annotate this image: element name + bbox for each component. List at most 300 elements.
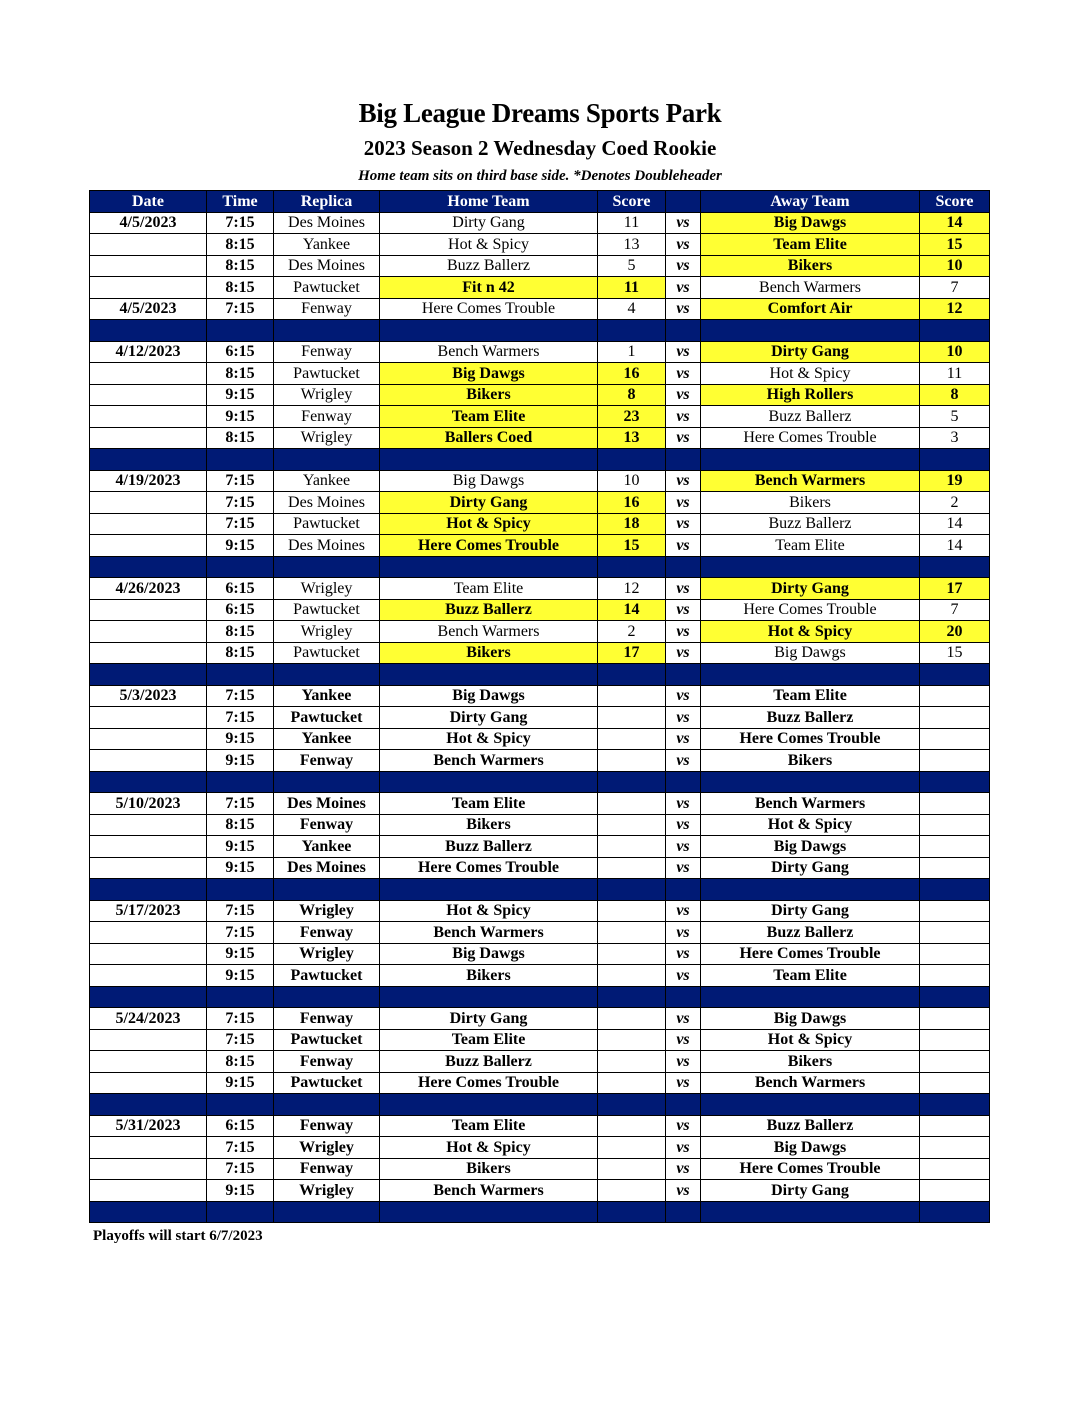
game-time: 8:15 bbox=[207, 814, 274, 836]
col-header-home-team: Home Team bbox=[380, 191, 598, 213]
separator-cell bbox=[666, 771, 701, 793]
home-score bbox=[598, 857, 666, 879]
separator-cell bbox=[380, 879, 598, 901]
game-date bbox=[90, 1158, 207, 1180]
separator-cell bbox=[90, 771, 207, 793]
game-date: 5/31/2023 bbox=[90, 1115, 207, 1137]
separator-cell bbox=[598, 1201, 666, 1223]
separator-cell bbox=[207, 664, 274, 686]
schedule-note: Home team sits on third base side. *Denotes Doubleheader bbox=[358, 168, 722, 184]
game-date bbox=[90, 621, 207, 643]
away-team: Buzz Ballerz bbox=[701, 707, 920, 729]
separator-cell bbox=[207, 556, 274, 578]
separator-cell bbox=[90, 1201, 207, 1223]
home-score bbox=[598, 900, 666, 922]
game-field: Fenway bbox=[274, 922, 380, 944]
home-score bbox=[598, 1029, 666, 1051]
away-score: 12 bbox=[920, 298, 990, 320]
game-time: 8:15 bbox=[207, 255, 274, 277]
game-time: 9:15 bbox=[207, 750, 274, 772]
home-team: Buzz Ballerz bbox=[380, 255, 598, 277]
week-separator-row bbox=[90, 986, 990, 1008]
table-row bbox=[90, 341, 990, 363]
away-team: Bikers bbox=[701, 255, 920, 277]
game-date: 4/12/2023 bbox=[90, 341, 207, 363]
game-time: 7:15 bbox=[207, 298, 274, 320]
game-date bbox=[90, 642, 207, 664]
game-time: 7:15 bbox=[207, 1158, 274, 1180]
away-score: 10 bbox=[920, 341, 990, 363]
game-field: Fenway bbox=[274, 298, 380, 320]
game-date bbox=[90, 922, 207, 944]
home-team: Team Elite bbox=[380, 578, 598, 600]
week-separator-row bbox=[90, 556, 990, 578]
separator-cell bbox=[90, 879, 207, 901]
game-field: Des Moines bbox=[274, 212, 380, 234]
away-team: Here Comes Trouble bbox=[701, 427, 920, 449]
separator-cell bbox=[274, 1094, 380, 1116]
home-team: Buzz Ballerz bbox=[380, 1051, 598, 1073]
home-score: 13 bbox=[598, 234, 666, 256]
table-row bbox=[90, 1072, 990, 1094]
away-score: 7 bbox=[920, 599, 990, 621]
away-team: High Rollers bbox=[701, 384, 920, 406]
vs-label: vs bbox=[666, 793, 701, 815]
vs-label: vs bbox=[666, 384, 701, 406]
game-field: Des Moines bbox=[274, 492, 380, 514]
separator-cell bbox=[920, 1201, 990, 1223]
away-team: Big Dawgs bbox=[701, 212, 920, 234]
home-team: Hot & Spicy bbox=[380, 1137, 598, 1159]
away-score: 14 bbox=[920, 513, 990, 535]
home-score bbox=[598, 1008, 666, 1030]
game-date bbox=[90, 1180, 207, 1202]
page-title: Big League Dreams Sports Park bbox=[358, 98, 722, 128]
separator-cell bbox=[666, 556, 701, 578]
game-field: Yankee bbox=[274, 470, 380, 492]
separator-cell bbox=[274, 986, 380, 1008]
game-time: 7:15 bbox=[207, 1029, 274, 1051]
game-field: Des Moines bbox=[274, 857, 380, 879]
vs-label: vs bbox=[666, 836, 701, 858]
home-team: Here Comes Trouble bbox=[380, 857, 598, 879]
game-field: Pawtucket bbox=[274, 513, 380, 535]
table-row bbox=[90, 793, 990, 815]
separator-cell bbox=[207, 320, 274, 342]
away-score bbox=[920, 1115, 990, 1137]
away-team: Team Elite bbox=[701, 234, 920, 256]
game-date: 4/26/2023 bbox=[90, 578, 207, 600]
home-score: 11 bbox=[598, 277, 666, 299]
home-score bbox=[598, 943, 666, 965]
week-separator-row bbox=[90, 320, 990, 342]
away-score: 15 bbox=[920, 234, 990, 256]
game-date bbox=[90, 728, 207, 750]
home-score bbox=[598, 965, 666, 987]
away-team: Bench Warmers bbox=[701, 793, 920, 815]
separator-cell bbox=[701, 986, 920, 1008]
vs-label: vs bbox=[666, 1115, 701, 1137]
game-date bbox=[90, 836, 207, 858]
away-score bbox=[920, 1072, 990, 1094]
separator-cell bbox=[701, 771, 920, 793]
home-score bbox=[598, 1158, 666, 1180]
game-time: 6:15 bbox=[207, 599, 274, 621]
table-row bbox=[90, 965, 990, 987]
game-time: 6:15 bbox=[207, 578, 274, 600]
home-team: Big Dawgs bbox=[380, 685, 598, 707]
separator-cell bbox=[380, 771, 598, 793]
away-team: Here Comes Trouble bbox=[701, 943, 920, 965]
home-score: 2 bbox=[598, 621, 666, 643]
vs-label: vs bbox=[666, 1137, 701, 1159]
home-score: 13 bbox=[598, 427, 666, 449]
separator-cell bbox=[207, 879, 274, 901]
away-score bbox=[920, 685, 990, 707]
away-team: Dirty Gang bbox=[701, 341, 920, 363]
game-field: Pawtucket bbox=[274, 642, 380, 664]
separator-cell bbox=[666, 986, 701, 1008]
separator-cell bbox=[380, 449, 598, 471]
separator-cell bbox=[666, 449, 701, 471]
home-team: Hot & Spicy bbox=[380, 728, 598, 750]
table-row bbox=[90, 363, 990, 385]
vs-label: vs bbox=[666, 513, 701, 535]
table-row bbox=[90, 836, 990, 858]
away-score bbox=[920, 1180, 990, 1202]
separator-cell bbox=[920, 556, 990, 578]
home-team: Team Elite bbox=[380, 406, 598, 428]
col-header-replica: Replica bbox=[274, 191, 380, 213]
game-date bbox=[90, 255, 207, 277]
game-date: 4/5/2023 bbox=[90, 298, 207, 320]
home-score: 16 bbox=[598, 492, 666, 514]
table-row bbox=[90, 298, 990, 320]
separator-cell bbox=[666, 320, 701, 342]
week-separator-row bbox=[90, 879, 990, 901]
away-team: Dirty Gang bbox=[701, 857, 920, 879]
away-score bbox=[920, 1137, 990, 1159]
game-time: 7:15 bbox=[207, 922, 274, 944]
away-team: Buzz Ballerz bbox=[701, 1115, 920, 1137]
separator-cell bbox=[207, 986, 274, 1008]
vs-label: vs bbox=[666, 814, 701, 836]
game-date bbox=[90, 814, 207, 836]
col-header-away-team: Away Team bbox=[701, 191, 920, 213]
away-score: 7 bbox=[920, 277, 990, 299]
vs-label: vs bbox=[666, 277, 701, 299]
away-score: 10 bbox=[920, 255, 990, 277]
separator-cell bbox=[380, 986, 598, 1008]
home-score: 10 bbox=[598, 470, 666, 492]
game-date: 5/24/2023 bbox=[90, 1008, 207, 1030]
game-date bbox=[90, 277, 207, 299]
away-score: 5 bbox=[920, 406, 990, 428]
vs-label: vs bbox=[666, 728, 701, 750]
game-date bbox=[90, 234, 207, 256]
game-time: 7:15 bbox=[207, 492, 274, 514]
game-field: Pawtucket bbox=[274, 965, 380, 987]
week-separator-row bbox=[90, 664, 990, 686]
table-row bbox=[90, 255, 990, 277]
home-score: 1 bbox=[598, 341, 666, 363]
game-time: 7:15 bbox=[207, 1137, 274, 1159]
separator-cell bbox=[666, 879, 701, 901]
schedule-table bbox=[89, 190, 990, 1223]
table-row bbox=[90, 470, 990, 492]
table-row bbox=[90, 943, 990, 965]
separator-cell bbox=[701, 664, 920, 686]
away-score: 15 bbox=[920, 642, 990, 664]
away-score bbox=[920, 793, 990, 815]
game-time: 9:15 bbox=[207, 965, 274, 987]
game-time: 7:15 bbox=[207, 685, 274, 707]
home-team: Team Elite bbox=[380, 793, 598, 815]
game-time: 8:15 bbox=[207, 621, 274, 643]
away-team: Team Elite bbox=[701, 535, 920, 557]
home-team: Bench Warmers bbox=[380, 1180, 598, 1202]
game-time: 9:15 bbox=[207, 836, 274, 858]
home-team: Here Comes Trouble bbox=[380, 298, 598, 320]
separator-cell bbox=[666, 664, 701, 686]
game-time: 9:15 bbox=[207, 535, 274, 557]
table-row bbox=[90, 750, 990, 772]
separator-cell bbox=[598, 1094, 666, 1116]
schedule-body bbox=[90, 212, 990, 1223]
home-team: Big Dawgs bbox=[380, 363, 598, 385]
separator-cell bbox=[920, 771, 990, 793]
home-score bbox=[598, 814, 666, 836]
table-row bbox=[90, 900, 990, 922]
home-score bbox=[598, 1180, 666, 1202]
separator-cell bbox=[207, 771, 274, 793]
away-team: Big Dawgs bbox=[701, 1008, 920, 1030]
separator-cell bbox=[598, 449, 666, 471]
game-field: Yankee bbox=[274, 728, 380, 750]
game-field: Wrigley bbox=[274, 621, 380, 643]
separator-cell bbox=[920, 320, 990, 342]
away-team: Here Comes Trouble bbox=[701, 728, 920, 750]
game-date bbox=[90, 1029, 207, 1051]
game-field: Fenway bbox=[274, 341, 380, 363]
game-field: Wrigley bbox=[274, 1180, 380, 1202]
away-team: Hot & Spicy bbox=[701, 363, 920, 385]
separator-cell bbox=[380, 556, 598, 578]
game-date: 5/17/2023 bbox=[90, 900, 207, 922]
game-field: Fenway bbox=[274, 750, 380, 772]
home-score bbox=[598, 1115, 666, 1137]
home-team: Big Dawgs bbox=[380, 943, 598, 965]
away-score: 3 bbox=[920, 427, 990, 449]
game-field: Wrigley bbox=[274, 943, 380, 965]
away-score bbox=[920, 814, 990, 836]
table-row bbox=[90, 492, 990, 514]
away-team: Hot & Spicy bbox=[701, 1029, 920, 1051]
separator-cell bbox=[920, 986, 990, 1008]
home-score bbox=[598, 1072, 666, 1094]
game-field: Fenway bbox=[274, 406, 380, 428]
away-team: Dirty Gang bbox=[701, 1180, 920, 1202]
away-team: Hot & Spicy bbox=[701, 621, 920, 643]
away-score bbox=[920, 1158, 990, 1180]
home-team: Bikers bbox=[380, 384, 598, 406]
game-date bbox=[90, 943, 207, 965]
table-row bbox=[90, 277, 990, 299]
vs-label: vs bbox=[666, 1029, 701, 1051]
vs-label: vs bbox=[666, 234, 701, 256]
table-row bbox=[90, 922, 990, 944]
vs-label: vs bbox=[666, 922, 701, 944]
game-field: Yankee bbox=[274, 685, 380, 707]
separator-cell bbox=[274, 771, 380, 793]
home-score bbox=[598, 685, 666, 707]
vs-label: vs bbox=[666, 578, 701, 600]
game-field: Wrigley bbox=[274, 384, 380, 406]
vs-label: vs bbox=[666, 750, 701, 772]
separator-cell bbox=[90, 449, 207, 471]
home-team: Hot & Spicy bbox=[380, 900, 598, 922]
separator-cell bbox=[666, 1094, 701, 1116]
home-score bbox=[598, 1051, 666, 1073]
vs-label: vs bbox=[666, 965, 701, 987]
separator-cell bbox=[274, 664, 380, 686]
home-team: Bikers bbox=[380, 642, 598, 664]
game-time: 7:15 bbox=[207, 212, 274, 234]
away-team: Buzz Ballerz bbox=[701, 406, 920, 428]
separator-cell bbox=[598, 664, 666, 686]
vs-label: vs bbox=[666, 492, 701, 514]
away-score bbox=[920, 728, 990, 750]
away-score: 2 bbox=[920, 492, 990, 514]
game-time: 7:15 bbox=[207, 1008, 274, 1030]
separator-cell bbox=[598, 556, 666, 578]
game-field: Des Moines bbox=[274, 535, 380, 557]
separator-cell bbox=[207, 449, 274, 471]
separator-cell bbox=[920, 879, 990, 901]
home-score: 4 bbox=[598, 298, 666, 320]
col-header-home-score: Score bbox=[598, 191, 666, 213]
away-score bbox=[920, 943, 990, 965]
separator-cell bbox=[701, 1094, 920, 1116]
game-time: 9:15 bbox=[207, 1072, 274, 1094]
game-date bbox=[90, 513, 207, 535]
table-row bbox=[90, 1137, 990, 1159]
away-score: 8 bbox=[920, 384, 990, 406]
vs-label: vs bbox=[666, 943, 701, 965]
home-team: Big Dawgs bbox=[380, 470, 598, 492]
week-separator-row bbox=[90, 1094, 990, 1116]
home-score: 8 bbox=[598, 384, 666, 406]
table-row bbox=[90, 1158, 990, 1180]
game-time: 7:15 bbox=[207, 470, 274, 492]
separator-cell bbox=[274, 1201, 380, 1223]
vs-label: vs bbox=[666, 1180, 701, 1202]
separator-cell bbox=[380, 1201, 598, 1223]
away-team: Bench Warmers bbox=[701, 277, 920, 299]
game-field: Yankee bbox=[274, 836, 380, 858]
game-field: Fenway bbox=[274, 814, 380, 836]
home-team: Bikers bbox=[380, 965, 598, 987]
game-field: Pawtucket bbox=[274, 707, 380, 729]
separator-cell bbox=[701, 1201, 920, 1223]
home-team: Dirty Gang bbox=[380, 1008, 598, 1030]
table-row bbox=[90, 685, 990, 707]
separator-cell bbox=[701, 556, 920, 578]
game-date bbox=[90, 384, 207, 406]
game-time: 7:15 bbox=[207, 513, 274, 535]
separator-cell bbox=[274, 449, 380, 471]
table-row bbox=[90, 384, 990, 406]
game-time: 7:15 bbox=[207, 707, 274, 729]
game-time: 9:15 bbox=[207, 943, 274, 965]
home-team: Bench Warmers bbox=[380, 750, 598, 772]
away-team: Dirty Gang bbox=[701, 900, 920, 922]
separator-cell bbox=[90, 986, 207, 1008]
game-date: 4/19/2023 bbox=[90, 470, 207, 492]
separator-cell bbox=[920, 664, 990, 686]
vs-label: vs bbox=[666, 470, 701, 492]
away-team: Bikers bbox=[701, 750, 920, 772]
away-score bbox=[920, 707, 990, 729]
home-team: Dirty Gang bbox=[380, 492, 598, 514]
home-score: 23 bbox=[598, 406, 666, 428]
away-score: 11 bbox=[920, 363, 990, 385]
page-subtitle: 2023 Season 2 Wednesday Coed Rookie bbox=[363, 136, 717, 160]
vs-label: vs bbox=[666, 535, 701, 557]
table-row bbox=[90, 234, 990, 256]
vs-label: vs bbox=[666, 642, 701, 664]
away-team: Bench Warmers bbox=[701, 1072, 920, 1094]
home-team: Bench Warmers bbox=[380, 621, 598, 643]
game-time: 6:15 bbox=[207, 1115, 274, 1137]
home-score: 18 bbox=[598, 513, 666, 535]
vs-label: vs bbox=[666, 685, 701, 707]
vs-label: vs bbox=[666, 857, 701, 879]
vs-label: vs bbox=[666, 406, 701, 428]
game-time: 9:15 bbox=[207, 406, 274, 428]
game-time: 8:15 bbox=[207, 277, 274, 299]
game-time: 7:15 bbox=[207, 900, 274, 922]
table-row bbox=[90, 1029, 990, 1051]
game-field: Wrigley bbox=[274, 1137, 380, 1159]
away-score: 17 bbox=[920, 578, 990, 600]
away-team: Big Dawgs bbox=[701, 642, 920, 664]
game-field: Fenway bbox=[274, 1008, 380, 1030]
table-row bbox=[90, 513, 990, 535]
separator-cell bbox=[598, 879, 666, 901]
game-field: Wrigley bbox=[274, 427, 380, 449]
away-score bbox=[920, 750, 990, 772]
home-team: Buzz Ballerz bbox=[380, 599, 598, 621]
game-time: 9:15 bbox=[207, 1180, 274, 1202]
away-team: Buzz Ballerz bbox=[701, 922, 920, 944]
separator-cell bbox=[380, 664, 598, 686]
game-field: Pawtucket bbox=[274, 1029, 380, 1051]
game-date bbox=[90, 535, 207, 557]
game-field: Wrigley bbox=[274, 900, 380, 922]
home-team: Bench Warmers bbox=[380, 341, 598, 363]
separator-cell bbox=[207, 1201, 274, 1223]
col-header-date: Date bbox=[90, 191, 207, 213]
away-score bbox=[920, 900, 990, 922]
separator-cell bbox=[380, 320, 598, 342]
game-time: 8:15 bbox=[207, 234, 274, 256]
home-team: Dirty Gang bbox=[380, 212, 598, 234]
game-date bbox=[90, 406, 207, 428]
game-date bbox=[90, 427, 207, 449]
game-time: 9:15 bbox=[207, 857, 274, 879]
playoffs-note: Playoffs will start 6/7/2023 bbox=[93, 1228, 263, 1244]
